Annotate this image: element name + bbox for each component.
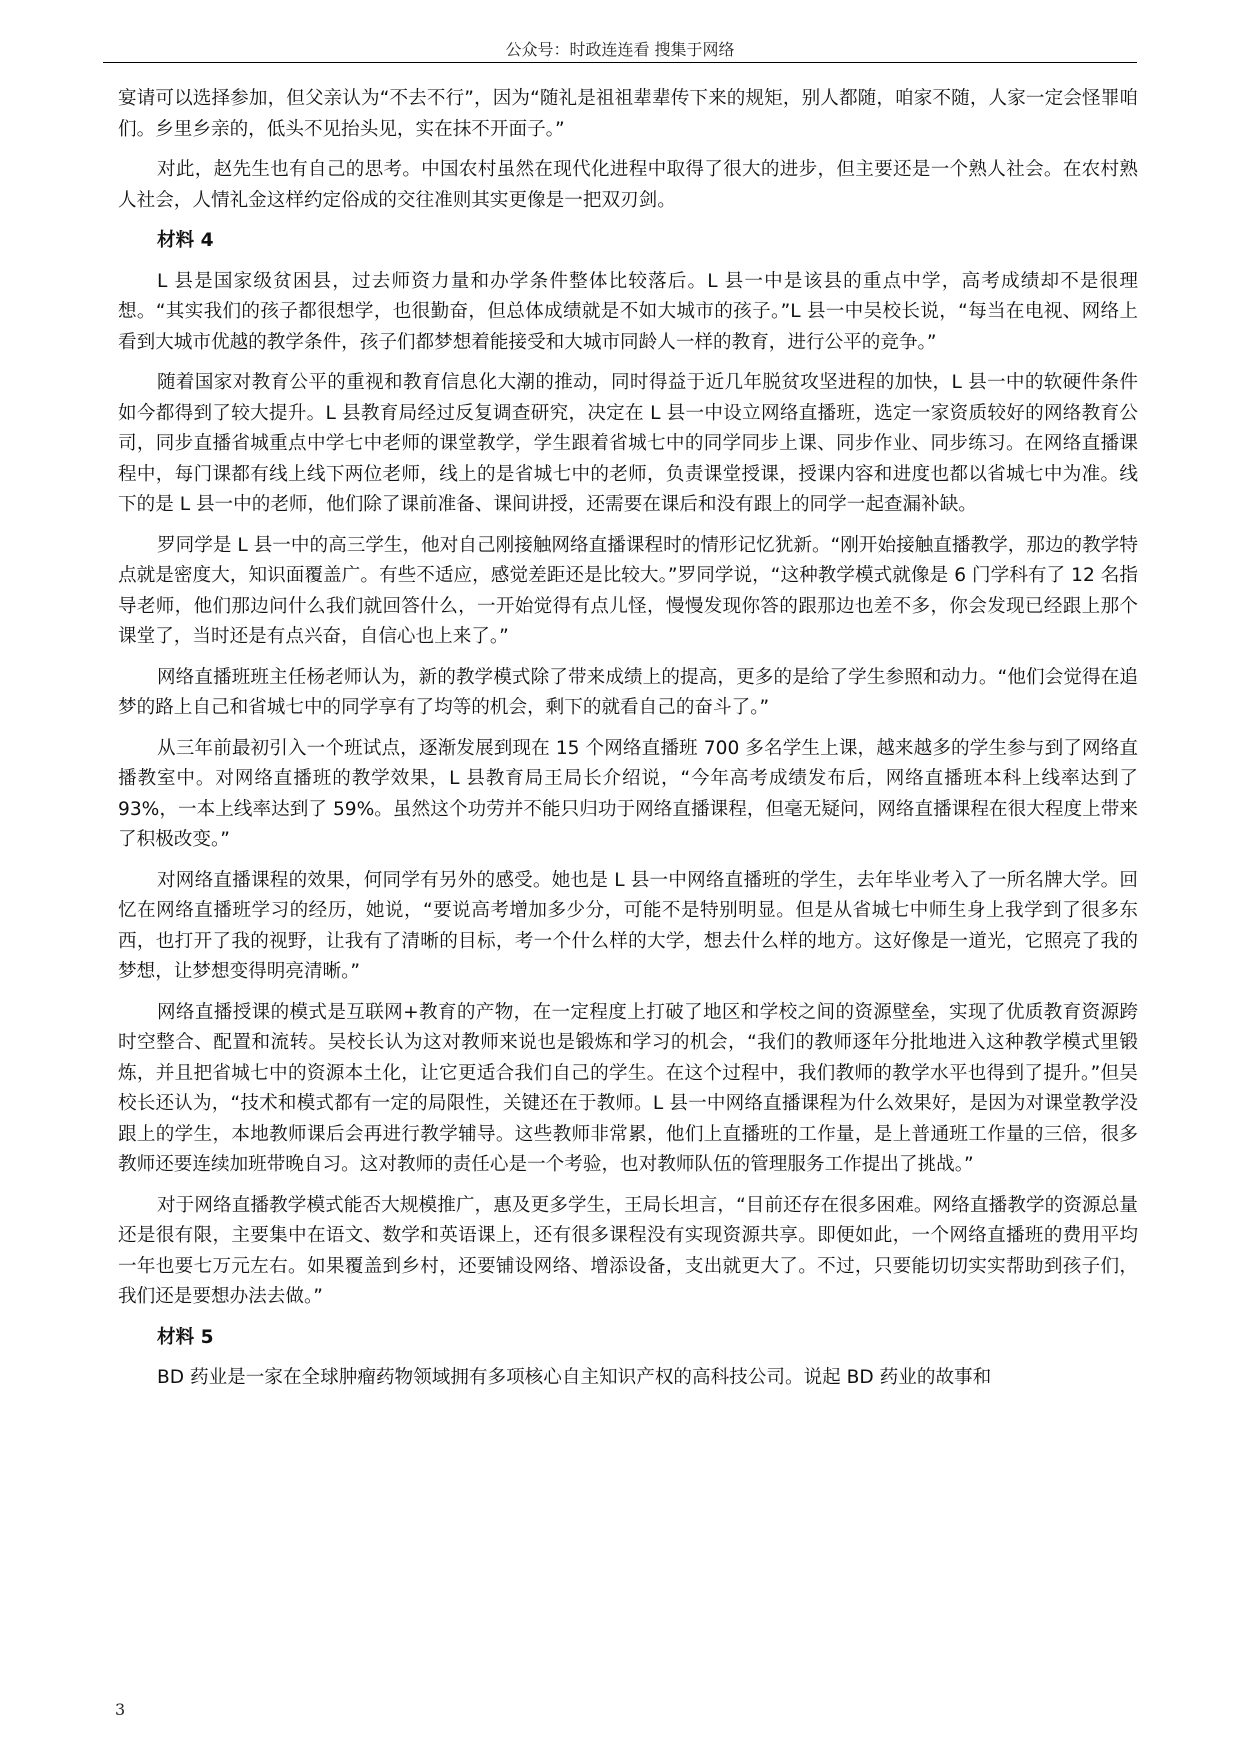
paragraph: 对此，赵先生也有自己的思考。中国农村虽然在现代化进程中取得了很大的进步，但主要还是一个熟人社会。在农村熟人社会，人情礼金这样约定俗成的交往准则其实更像是一把双刃剑。 — [118, 159, 1138, 211]
paragraph: 罗同学是 L 县一中的高三学生，他对自己刚接触网络直播课程时的情形记忆犹新。“刚开始接触直播教学，那边的教学特点就是密度大，知识面覆盖广。有些不适应，感觉差距还是比较大。”罗同学说，“这种教学模式就像是 6 门学科有了 12 名指导老师，他们那边问什么我们就回答什么，一开始觉得有点儿怪，慢慢发现你答的跟那边也差不多，你会发现已经跟上那个课堂了，当时还是有点兴奋，自信心也上来了。” — [118, 534, 1138, 647]
section-heading: 材料 4 — [157, 230, 214, 251]
page-header — [103, 38, 1137, 62]
paragraph: BD 药业是一家在全球肿瘤药物领域拥有多项核心自主知识产权的高科技公司。说起 BD 药业的故事和 — [157, 1367, 992, 1388]
page-number: 3 — [115, 1700, 126, 1719]
paragraph: 对网络直播课程的效果，何同学有另外的感受。她也是 L 县一中网络直播班的学生，去年毕业考入了一所名牌大学。回忆在网络直播班学习的经历，她说，“要说高考增加多少分，可能不是特别明显。但是从省城七中师生身上我学到了很多东西，也打开了我的视野，让我有了清晰的目标，考一个什么样的大学，想去什么样的地方。这好像是一道光，它照亮了我的梦想，让梦想变得明亮清晰。” — [118, 869, 1138, 982]
paragraph: 网络直播班班主任杨老师认为，新的教学模式除了带来成绩上的提高，更多的是给了学生参照和动力。“他们会觉得在追梦的路上自己和省城七中的同学享有了均等的机会，剩下的就看自己的奋斗了。” — [118, 666, 1138, 718]
section-heading: 材料 5 — [157, 1326, 214, 1348]
paragraph: 宴请可以选择参加，但父亲认为“不去不行”，因为“随礼是祖祖辈辈传下来的规矩，别人都随，咱家不随，人家一定会怪罪咱们。乡里乡亲的，低头不见抬头见，实在抹不开面子。” — [118, 88, 1138, 140]
paragraph: 对于网络直播教学模式能否大规模推广，惠及更多学生，王局长坦言，“目前还存在很多困难。网络直播教学的资源总量还是很有限，主要集中在语文、数学和英语课上，还有很多课程没有实现资源共享。即便如此，一个网络直播班的费用平均一年也要七万元左右。如果覆盖到乡村，还要铺设网络、增添设备，支出就更大了。不过，只要能切切实实帮助到孩子们，我们还是要想办法去做。” — [118, 1194, 1138, 1307]
header-rule — [103, 62, 1137, 63]
header-text: 公众号：时政连连看 搜集于网络 — [505, 40, 735, 59]
paragraph: L 县是国家级贫困县，过去师资力量和办学条件整体比较落后。L 县一中是该县的重点中学，高考成绩却不是很理想。“其实我们的孩子都很想学，也很勤奋，但总体成绩就是不如大城市的孩子。”L 县一中吴校长说，“每当在电视、网络上看到大城市优越的教学条件，孩子们都梦想着能接受和大城市同龄人一样的教育，进行公平的竞争。” — [118, 270, 1138, 353]
paragraph: 随着国家对教育公平的重视和教育信息化大潮的推动，同时得益于近几年脱贫攻坚进程的加快，L 县一中的软硬件条件如今都得到了较大提升。L 县教育局经过反复调查研究，决定在 L 县一中设立网络直播班，选定一家资质较好的网络教育公司，同步直播省城重点中学七中老师的课堂教学，学生跟着省城七中的同学同步上课、同步作业、同步练习。在网络直播课程中，每门课都有线上线下两位老师，线上的是省城七中的老师，负责课堂授课，授课内容和进度也都以省城七中为准。线下的是 L 县一中的老师，他们除了课前准备、课间讲授，还需要在课后和没有跟上的同学一起查漏补缺。 — [118, 372, 1138, 515]
paragraph: 从三年前最初引入一个班试点，逐渐发展到现在 15 个网络直播班 700 多名学生上课，越来越多的学生参与到了网络直播教室中。对网络直播班的教学效果，L 县教育局王局长介绍说，“今年高考成绩发布后，网络直播班本科上线率达到了 93%，一本上线率达到了 59%。虽然这个功劳并不能只归功于网络直播课程，但毫无疑问，网络直播课程在很大程度上带来了积极改变。” — [118, 737, 1138, 850]
paragraph: 网络直播授课的模式是互联网+教育的产物，在一定程度上打破了地区和学校之间的资源壁垒，实现了优质教育资源跨时空整合、配置和流转。吴校长认为这对教师来说也是锻炼和学习的机会，“我们的教师逐年分批地进入这种教学模式里锻炼，并且把省城七中的资源本土化，让它更适合我们自己的学生。在这个过程中，我们教师的教学水平也得到了提升。”但吴校长还认为，“技术和模式都有一定的局限性，关键还在于教师。L 县一中网络直播课程为什么效果好，是因为对课堂教学没跟上的学生，本地教师课后会再进行教学辅导。这些教师非常累，他们上直播班的工作量，是上普通班工作量的三倍，很多教师还要连续加班带晚自习。这对教师的责任心是一个考验，也对教师队伍的管理服务工作提出了挑战。” — [118, 1001, 1138, 1175]
document-body — [118, 84, 1138, 1404]
